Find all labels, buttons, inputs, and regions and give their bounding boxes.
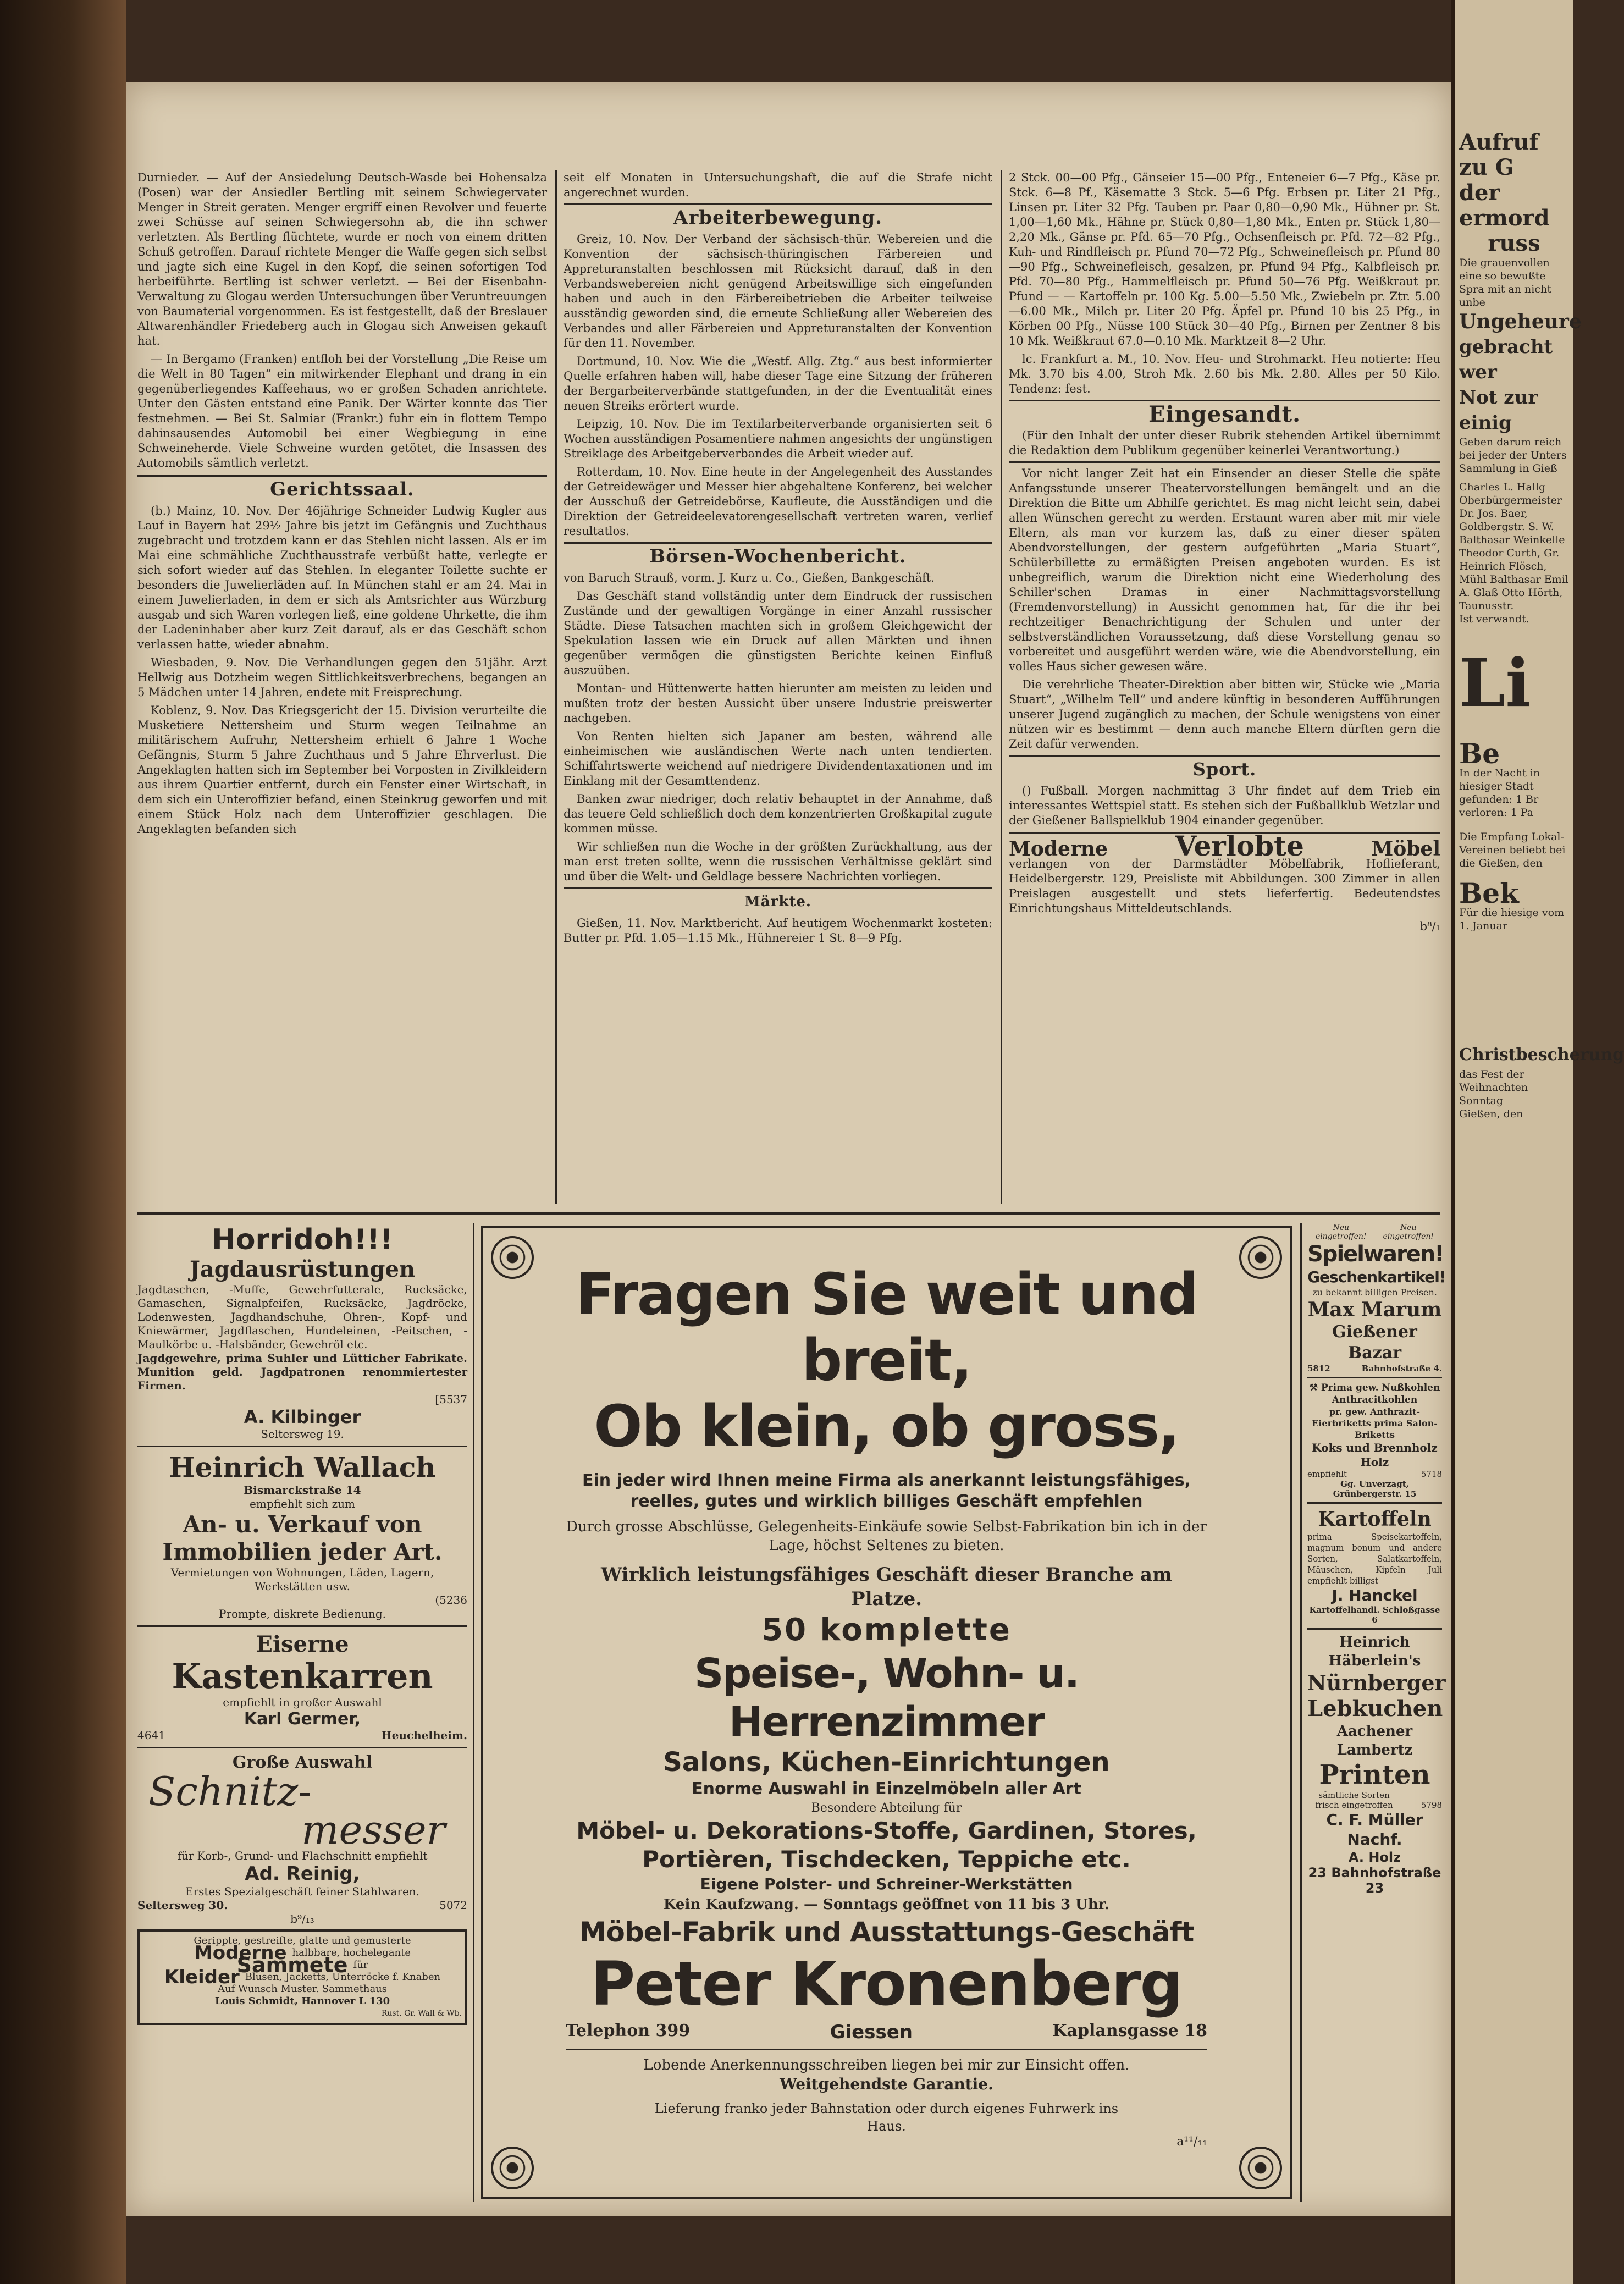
ad-lebkuchen-l5: Printen — [1319, 1759, 1430, 1790]
ad-marum-top-left: Neu eingetroffen! — [1315, 1223, 1367, 1241]
ad-kronenberg-line: Enorme Auswahl in Einzelmöbeln aller Art — [692, 1779, 1081, 1798]
ad-marum-firm2: Gießener Bazar — [1332, 1322, 1417, 1362]
news-paragraph: Wir schließen nun die Woche in der größten Zurückhaltung, aus der man erst treten sollte, wenn die russischen Verhältnisse geklärt sind und über die Welt- und Geldlage bessere Nachrichten vorliegen. — [564, 840, 992, 883]
ad-kronenberg-line: Weitgehendste Garantie. — [780, 2075, 993, 2093]
ad-horridoh-sub: Jagdausrüstungen — [189, 1256, 416, 1282]
ad-kastenkarren — [137, 1631, 467, 1742]
ad-lebkuchen-addr: 23 Bahnhofstraße 23 — [1308, 1865, 1441, 1896]
news-paragraph: 2 Stck. 00—00 Pfg., Gänseier 15—00 Pfg., Enteneier 6—7 Pfg., Käse pr. Stck. 6—8 Pf., Käsematte 3 Stck. 5—6 Pfg. Erbsen pr. Liter 21 Pfg., Linsen pr. Liter 32 Pfg. Tauben pr. Paar 0,80—0,90 Mk., Hühner pr. St. 1,00—1,60 Mk., Hähne pr. Stück 0,80—1,80 Mk., Enten pr. Stück 1,80—2,20 Mk., Gänse pr. Pfd. 65—70 Pfg., Ochsenfleisch pr. Pfd. 72—82 Pfg., Kuh- und Rindfleisch pr. Pfund 70—72 Pfg., Schweinefleisch pr. Pfund 80—90 Pfg., Schweinefleisch, gesalzen, pr. Pfund 94 Pfg., Kalbfleisch pr. Pfd. 70—80 Pfg., Hammelfleisch pr. Pfund 50—76 Pfg. Weißkraut pr. Pfund — — Kartoffeln pr. 100 Kg. 5.00—5.50 Mk., Zwiebeln pr. Ztr. 5.00—6.00 Mk., Milch pr. Liter 20 Pfg. Äpfel pr. Pfund 10 bis 25 Pfg., in Körben 00 Pfg., Nüsse 100 Stück 30—40 Pfg., Birnen per Zentner 8 bis 10 Mk. Weißkraut 67.0—0.10 Mk. Marktzeit 8—2 Uhr. — [1009, 171, 1440, 347]
ad-lebkuchen-firm: C. F. Müller Nachf. — [1326, 1811, 1423, 1849]
ad-marum-firm: Max Marum — [1307, 1298, 1442, 1321]
news-paragraph: Leipzig, 10. Nov. Die im Textilarbeiterverbande organisierten seit 6 Wochen ausständigen Posamentiere nahmen angesichts der ungünstigen Streiklage des Arbeitgeberverbandes die Arbeit wieder auf. — [564, 417, 992, 460]
ad-lebkuchen-owner: A. Holz — [1348, 1850, 1401, 1865]
ad-kartoffeln-addr: Kartoffelhandl. Schloßgasse 6 — [1309, 1605, 1440, 1625]
section-heading-gerichtssaal: Gerichtssaal. — [270, 478, 415, 500]
news-paragraph: Wiesbaden, 9. Nov. Die Verhandlungen gegen den 51jähr. Arzt Hellwig aus Dotzheim wegen Sittlichkeitsverbrechens, begangen an 5 Mädchen unter 14 Jahren, endete mit Freisprechung. — [137, 656, 547, 699]
ad-messer-note: Erstes Spezialgeschäft feiner Stahlwaren. — [185, 1885, 420, 1898]
ad-code: 4641 — [137, 1729, 165, 1742]
ad-kronenberg-headline2: Ob klein, ob gross, — [594, 1393, 1179, 1460]
section-divider — [564, 203, 992, 205]
column-3 — [1009, 170, 1440, 1204]
moebel-ad — [1009, 830, 1440, 934]
facing-text: Gießen, den — [1459, 1108, 1523, 1120]
ad-code: b⁸/₁ — [1419, 920, 1440, 933]
ad-lebkuchen-l2: Nürnberger — [1307, 1670, 1446, 1695]
ad-kastenkarren-top: Eiserne — [256, 1631, 349, 1657]
ad-sammete-line3b: Blusen, Jacketts, Unterröcke f. Knaben — [245, 1971, 441, 1983]
ad-kartoffeln-firm: J. Hanckel — [1332, 1586, 1418, 1604]
ad-sammete-line4: Auf Wunsch Muster. Sammethaus — [217, 1983, 388, 1995]
ad-kronenberg-headline1: Fragen Sie weit und breit, — [575, 1261, 1198, 1394]
ad-kronenberg-line: Kein Kaufzwang. — Sonntags geöffnet von 11 bis 3 Uhr. — [663, 1896, 1110, 1913]
news-paragraph: Durnieder. — Auf der Ansiedelung Deutsch-Wasde bei Hohensalza (Posen) war der Ansiedler Bertling mit seinem Schwiegervater Menger in Streit geraten. Menger ergriff einen Revolver und feuerte zwei Schüsse auf seinen Schwiegersohn ab, die ihn schwer verletzten. Als Bertling flüchtete, wurde er noch von einem dritten Schuß getroffen. Darauf richtete Menger die Waffe gegen sich selbst und jagte sich eine Kugel in den Kopf, die seinen sofortigen Tod herbeiführte. Bertling ist schwer verletzt. — Bei der Eisenbahn-Verwaltung zu Glogau werden Untersuchungen über Veruntreuungen von Baumaterial vorgenommen. Es ist festgestellt, daß der Breslauer Altwarenhändler Friedeberg auch in Glogau sich Anweisen gekauft hat. — [137, 171, 547, 347]
news-paragraph: Die verehrliche Theater-Direktion aber bitten wir, Stücke wie „Maria Stuart“, „Wilhelm Tell“ und andere künftig in besonderen Aufführungen unserer Jugend zugänglich zu machen, der Schule wenigstens von einer nützen wir es bestimmt — denn auch manche Eltern dürften gern die Zeit dafür verwenden. — [1009, 678, 1440, 751]
ad-kronenberg-line: Möbel-Fabrik und Ausstattungs-Geschäft — [579, 1916, 1194, 1948]
ad-kohlen-l2: pr. gew. Anthrazit-Eierbriketts prima Salon-Briketts — [1312, 1406, 1438, 1440]
rosette-icon — [491, 2147, 534, 2189]
section-divider — [1009, 461, 1440, 463]
ad-kartoffeln-big: Kartoffeln — [1318, 1508, 1432, 1531]
ad-sammete-line2: Sammete — [236, 1953, 348, 1977]
ad-marum-top-right: Neu eingetroffen! — [1383, 1223, 1434, 1241]
hammer-icon: ⚒ — [1309, 1382, 1321, 1393]
facing-heading: Li — [1459, 644, 1531, 722]
column-1 — [137, 170, 547, 1204]
ad-kohlen-line — [1307, 1382, 1442, 1406]
section-heading-maerkte: Märkte. — [744, 893, 811, 910]
facing-text: In der Nacht in hiesiger Stadt gefunden: 1 Br verloren: 1 Pa — [1459, 767, 1540, 819]
ad-kastenkarren-big: Kastenkarren — [172, 1656, 433, 1696]
moebel-ad-right: Möbel — [1371, 837, 1440, 860]
facing-text: Geben darum reich bei jeder der Unters Sammlung in Gieß — [1459, 436, 1567, 475]
section-divider — [1009, 755, 1440, 757]
news-paragraph: Montan- und Hüttenwerte hatten hierunter am meisten zu leiden und mußten trotz der besten Aussicht über unsere Industrie preiswerter nachgeben. — [564, 682, 992, 725]
ad-wallach-note: Prompte, diskrete Bedienung. — [219, 1607, 386, 1620]
ad-kronenberg-line: Eigene Polster- und Schreiner-Werkstätten — [700, 1875, 1073, 1893]
facing-heading: gebracht wer — [1459, 336, 1553, 383]
newspaper-page — [126, 82, 1451, 2216]
moebel-ad-left: Moderne — [1009, 837, 1108, 860]
ad-kronenberg-line: Möbel- u. Dekorations-Stoffe, Gardinen, Stores, Portièren, Tischdecken, Teppiche etc. — [576, 1817, 1197, 1873]
rosette-icon — [1239, 1236, 1282, 1279]
facing-text: Die grauenvollen eine so bewußte Spra mit an nicht unbe — [1459, 257, 1551, 308]
ad-sammete-line1b: halbbare, hochelegante — [292, 1947, 411, 1958]
news-paragraph: Koblenz, 9. Nov. Das Kriegsgericht der 15. Division verurteilte die Musketiere Nettersheim und Sturm wegen Teilnahme an militärischem Aufruhr, Nettersheim erhielt 6 Jahre 1 Woche Gefängnis, Sturm 5 Jahre Zuchthaus und 5 Jahre Ehrverlust. Die Angeklagten hatten sich im September bei Vorposten in Zivilkleidern aus ihrem Quartier entfernt, durch ein Fenster einer Wirtschaft, in dem sich ein Unteroffizier befand, einen Steinkrug geworfen und mit einem Stück Holz nach dem Unteroffizier geschlagen. Die Angeklagten befanden sich — [137, 704, 547, 836]
news-paragraph: Banken zwar niedriger, doch relativ behauptet in der Annahme, daß das teuere Geld schließlich doch dem konzentrierten Großkapital zugute kommen müsse. — [564, 792, 992, 835]
ad-marum-big1: Spielwaren! — [1307, 1242, 1444, 1267]
section-divider — [137, 475, 547, 477]
moebel-ad-text: verlangen von der Darmstädter Möbelfabrik, Hoflieferant, Heidelbergerstr. 129, Preisliste mit Abbildungen. 300 Zimmer in allen Preislagen ausgestellt und stets lieferfertig. Bedeutendstes Einrichtungshaus Mitteldeutschlands. — [1009, 857, 1440, 915]
facing-heading: Christbescherung — [1459, 1045, 1624, 1064]
section-heading-eingesandt: Eingesandt. — [1148, 401, 1301, 427]
news-paragraph: Rotterdam, 10. Nov. Eine heute in der Angelegenheit des Ausstandes der Getreidewäger und Messer hier abgehaltene Konferenz, bei welcher der Ausschuß der Getreidebörse, Kaufleute, die Ausständigen und die Direktion der Getreideelevatorengesellschaft vertreten waren, verlief resultatlos. — [564, 465, 992, 538]
ads-right-column — [1307, 1223, 1446, 2202]
ad-kohlen — [1307, 1382, 1442, 1499]
ad-kartoffeln — [1307, 1507, 1442, 1625]
facing-heading: Not zur einig — [1459, 387, 1538, 434]
ad-lebkuchen-l4: Aachener Lambertz — [1336, 1723, 1413, 1758]
ad-kronenberg-addr: Kaplansgasse 18 — [1052, 2021, 1207, 2040]
moebel-ad-center: Verlobte — [1175, 830, 1304, 862]
ad-horridoh — [137, 1223, 467, 1441]
ad-lebkuchen — [1307, 1633, 1446, 1896]
ad-sammete-line1: Moderne — [194, 1942, 287, 1964]
ad-code: a¹¹/₁₁ — [1176, 2135, 1207, 2149]
ad-lebkuchen-l3: Lebkuchen — [1307, 1696, 1443, 1722]
facing-text: das Fest der Weihnachten Sonntag — [1459, 1068, 1528, 1107]
news-paragraph: Greiz, 10. Nov. Der Verband der sächsisch-thür. Webereien und die Konvention der sächsisch-thüringischen Färbereien und Appreturanstalten beschlossen mit Rücksicht darauf, daß in den Verbandswebereien nicht genügend Arbeitswillige sich eingefunden haben und auch in den Färbereibetrieben die Arbeiter teilweise ausständig geworden sind, die erneute Schließung aller Webereien des Verbandes und aller Färbereien und Appreturanstalten der Konvention für den 11. November. — [564, 233, 992, 350]
ad-kronenberg-firm: Peter Kronenberg — [590, 1949, 1183, 2019]
column-2 — [564, 170, 992, 1204]
ad-sammete-line3: Kleider — [164, 1966, 240, 1988]
ad-wallach-intro: empfiehlt sich zum — [250, 1497, 355, 1510]
news-paragraph: Dortmund, 10. Nov. Wie die „Westf. Allg. Ztg.“ aus best informierter Quelle erfahren haben will, habe dieser Tage eine Sitzung der früheren der Bergarbeiterverbände stattgefunden, in der die Eventualität eines neuen Streiks erörtert wurde. — [564, 355, 992, 412]
news-ads-divider — [137, 1212, 1440, 1215]
facing-text: Charles L. Hallg Oberbürgermeister Dr. Jos. Baer, Goldbergstr. S. W. Balthasar Weinkelle Theodor Curth, Gr. Heinrich Flösch, Mühl Balthasar Emil A. Glaß Otto Hörth, Taunusstr. — [1459, 481, 1568, 612]
ads-left-column — [137, 1223, 467, 2202]
column-divider — [555, 170, 557, 1204]
ad-sammete-line2b: für — [353, 1959, 368, 1971]
section-heading-arbeiterbewegung: Arbeiterbewegung. — [673, 207, 882, 229]
editorial-note: (Für den Inhalt der unter dieser Rubrik stehenden Artikel übernimmt die Redaktion dem Publikum gegenüber keinerlei Verantwortung.) — [1009, 429, 1440, 457]
ad-kronenberg-line: Wirklich leistungsfähiges Geschäft dieser Branche am Platze. — [601, 1564, 1172, 1610]
ad-kohlen-l1: Prima gew. Nußkohlen Anthracitkohlen — [1321, 1382, 1440, 1405]
ad-code: 5072 — [439, 1899, 467, 1912]
ad-messer-big1: Schnitz- — [148, 1768, 312, 1814]
facing-heading: Ungeheure — [1459, 310, 1582, 333]
news-paragraph: () Fußball. Morgen nachmittag 3 Uhr findet auf dem Trieb ein interessantes Wettspiel statt. Es stehen sich der Fußballklub Wetzlar und der Gießener Ballspielklub 1904 einander gegenüber. — [1009, 784, 1440, 827]
facing-heading: Bek — [1459, 877, 1519, 909]
facing-heading: Be — [1459, 737, 1500, 770]
ad-kronenberg-line: Lieferung franko jeder Bahnstation oder durch eigenes Fuhrwerk ins Haus. — [654, 2101, 1119, 2134]
facing-page — [1451, 0, 1624, 2284]
ad-code: 5798 — [1421, 1800, 1442, 1810]
rosette-icon — [491, 1236, 534, 1279]
section-divider — [564, 887, 992, 889]
ad-code: 5718 — [1421, 1469, 1442, 1479]
ad-divider — [137, 1625, 467, 1627]
ad-sammete — [137, 1929, 467, 2025]
ad-kastenkarren-firm: Karl Germer, — [244, 1709, 361, 1729]
ad-sammete-top: Gerippte, gestreifte, glatte und gemusterte — [194, 1935, 411, 1946]
rosette-icon — [1239, 2147, 1282, 2189]
section-heading-sport: Sport. — [1192, 759, 1257, 780]
ad-kronenberg-line: Besondere Abteilung für — [811, 1801, 962, 1815]
ad-divider — [137, 1747, 467, 1748]
ad-kronenberg-line: 50 komplette — [761, 1612, 1012, 1648]
ad-kronenberg-line: Durch grosse Abschlüsse, Gelegenheits-Einkäufe sowie Selbst-Fabrikation bin ich in der Lage, höchst Seltenes zu bieten. — [566, 1519, 1207, 1554]
report-source-line: von Baruch Strauß, vorm. J. Kurz u. Co., Gießen, Bankgeschäft. — [564, 571, 935, 584]
ad-kronenberg-line: Speise-, Wohn- u. Herrenzimmer — [694, 1650, 1079, 1746]
ad-kohlen-l3: Koks und Brennholz Holz — [1312, 1441, 1438, 1469]
ad-code: (5236 — [435, 1593, 467, 1607]
ad-divider — [137, 1446, 467, 1447]
column-divider — [1300, 1223, 1302, 2202]
ad-kronenberg-city: Giessen — [830, 2021, 913, 2043]
ad-divider — [1307, 1628, 1442, 1630]
ad-wallach-sub: Vermietungen von Wohnungen, Läden, Lagern, Werkstätten usw. — [170, 1566, 434, 1593]
ad-messer-sub: für Korb-, Grund- und Flachschnitt empfiehlt — [177, 1849, 428, 1862]
ad-code: 5812 — [1307, 1364, 1330, 1373]
column-divider — [1001, 170, 1002, 1204]
section-heading-boersen: Börsen-Wochenbericht. — [649, 545, 907, 567]
facing-text: Die Empfang Lokal-Vereinen beliebt bei die Gießen, den — [1459, 831, 1566, 869]
ad-marum-big2: Geschenkartikel! — [1307, 1268, 1446, 1286]
ad-sammete-firm: Louis Schmidt, Hannover L 130 — [214, 1995, 390, 2007]
news-paragraph: Gießen, 11. Nov. Marktbericht. Auf heutigem Wochenmarkt kosteten: Butter pr. Pfd. 1.05—1.15 Mk., Hühnereier 1 St. 8—9 Pfg. — [564, 917, 992, 945]
ad-wallach — [137, 1452, 467, 1621]
ad-kronenberg-line: Lobende Anerkennungsschreiben liegen bei mir zur Einsicht offen. — [643, 2057, 1130, 2073]
ad-lebkuchen-l1: Heinrich Häberlein's — [1328, 1634, 1421, 1669]
ad-sammete-stamp: Rust. Gr. Wall & Wb. — [381, 2009, 462, 2018]
book-binding — [0, 0, 126, 2284]
ad-wallach-big: An- u. Verkauf von Immobilien jeder Art. — [162, 1511, 443, 1565]
ad-lebkuchen-sub: sämtliche Sorten frisch eingetroffen — [1315, 1790, 1393, 1810]
ad-divider — [566, 2049, 1207, 2050]
ad-messer-big2: messer — [301, 1807, 445, 1853]
ad-horridoh-firm: A. Kilbinger — [244, 1406, 361, 1427]
ad-kastenkarren-sub: empfiehlt in großer Auswahl — [223, 1696, 382, 1709]
ad-kohlen-firm: Gg. Unverzagt, Grünbergerstr. 15 — [1333, 1479, 1417, 1499]
ad-kronenberg-tel: Telephon 399 — [566, 2021, 691, 2040]
ad-wallach-addr: Bismarckstraße 14 — [244, 1483, 361, 1497]
ad-kastenkarren-addr: Heuchelheim. — [381, 1729, 467, 1742]
news-paragraph: lc. Frankfurt a. M., 10. Nov. Heu- und Strohmarkt. Heu notierte: Heu Mk. 3.70 bis 4.00, Stroh Mk. 2.60 bis Mk. 2.80. Alles per 50 Kilo. Tendenz: fest. — [1009, 352, 1440, 395]
ad-kartoffeln-body: prima Speisekartoffeln, magnum bonum und andere Sorten, Salatkartoffeln, Mäuschen, Kipfeln Juli empfiehlt billigst — [1307, 1532, 1442, 1586]
ad-horridoh-body: Jagdtaschen, -Muffe, Gewehrfutterale, Rucksäcke, Gamaschen, Signalpfeifen, Rucksäcke, Jagdröcke, Lodenwesten, Jagdhandschuhe, Ohren-, Kopf- und Kniewärmer, Jagdflaschen, Hundeleinen, -Peitschen, -Maulkörbe u. -Halsbänder, Gewehröl etc. — [137, 1283, 467, 1351]
facing-heading: russ — [1488, 230, 1540, 256]
ad-marum-addr: Bahnhofstraße 4. — [1361, 1364, 1442, 1373]
ad-kronenberg-line: Ein jeder wird Ihnen meine Firma als anerkannt leistungsfähiges, reelles, gutes und wirklich billiges Geschäft empfehlen — [582, 1471, 1191, 1511]
news-paragraph: — In Bergamo (Franken) entfloh bei der Vorstellung „Die Reise um die Welt in 80 Tagen“ ein mitwirkender Elephant und drang in ein gegenüberliegendes Kaffeehaus, wo er großen Schaden anrichtete. Unter den Gästen entstand eine Panik. Der Wärter konnte das Tier festnehmen. — Bei St. Salmiar (Frankr.) fuhr ein in flottem Tempo dahinsausendes Automobil bei einer Wegbiegung in eine Schweineherde. Viele Schweine wurden getötet, die Insassen des Automobils sämtlich verletzt. — [137, 352, 547, 470]
ad-kronenberg-line: Salons, Küchen-Einrichtungen — [663, 1747, 1110, 1778]
ad-messer-addr: Seltersweg 30. — [137, 1899, 228, 1912]
ad-messer-top: Große Auswahl — [232, 1753, 373, 1772]
facing-text: Ist verwandt. — [1459, 613, 1529, 625]
news-paragraph: Das Geschäft stand vollständig unter dem Eindruck der russischen Zustände und der gewaltigen Vorgänge in einer Anzahl russischer Städte. Diese Tatsachen machten sich in großem Gleichgewicht der Spekulation lassen wie ein Druck auf allen Märkten und ihnen gegenüber vermögen die günstigsten Berichte keinen Einfluß auszuüben. — [564, 589, 992, 677]
column-divider — [473, 1223, 474, 2202]
news-paragraph: Vor nicht langer Zeit hat ein Einsender an dieser Stelle die späte Anfangsstunde unserer Theatervorstellungen bemängelt und an die Direktion die Bitte um Abhilfe gerichtet. Es mag nicht leicht sein, dabei allen Wünschen gerecht zu werden. Erstaunt waren aber mit mir viele Eltern, als man vor kurzem las, daß zu einer dieser späten Abendvorstellungen, der gestern aufgeführten „Maria Stuart“, Schülerbillette zu ermäßigten Preisen angeboten wurden. Es ist unbegreiflich, warum die Direktion nicht eine Wiederholung des Schiller'schen Dramas in einer Nachmittagsvorstellung (Fremdenvorstellung) in Aussicht genommen hat, für die ihr bei rechtzeitiger Benachrichtigung der Schulen und unter der selbstverständlichen Voraussetzung, daß diese Vorstellung genau so vorbereitet und ausgeführt werden wäre, wie die Abendvorstellung, ein volles Haus sicher gewesen wäre. — [1009, 467, 1440, 673]
ad-messer-firm: Ad. Reinig, — [245, 1863, 360, 1885]
ad-marum-sub: zu bekannt billigen Preisen. — [1312, 1287, 1437, 1298]
ad-kohlen-sub: empfiehlt — [1307, 1469, 1347, 1479]
news-paragraph: (b.) Mainz, 10. Nov. Der 46jährige Schneider Ludwig Kugler aus Lauf in Bayern hat 29½ Jahre bis jetzt im Gefängnis und Zuchthaus zugebracht und trotzdem kann er das Stehlen nicht lassen. Als er im Mai eine schmähliche Zuchthausstrafe verbüßt hatte, verlegte er sich sofort wieder auf das Stehlen. In eleganter Toilette suchte er besonders die Juwelierläden auf. In München stahl er am 24. Mai in einem Juwelierladen, in dem er sich als Amtsrichter aus Würzburg ausgab und sich Waren vorlegen ließ, eine goldene Uhrkette, die ihm der Ladeninhaber aber kurz Zeit darauf, als er das Geschäft schon verlassen hatte, wieder abnahm. — [137, 504, 547, 651]
ad-wallach-name: Heinrich Wallach — [169, 1451, 436, 1483]
ad-kronenberg — [481, 1226, 1292, 2199]
facing-text: Für die hiesige vom 1. Januar — [1459, 907, 1565, 932]
ad-marum — [1307, 1223, 1446, 1373]
ad-messer — [137, 1753, 467, 1926]
ad-horridoh-body2: Jagdgewehre, prima Suhler und Lütticher Fabrikate. Munition geld. Jagdpatronen renommiertester Firmen. — [137, 1351, 467, 1392]
ad-horridoh-addr: Seltersweg 19. — [261, 1427, 344, 1441]
news-paragraph: seit elf Monaten in Untersuchungshaft, die auf die Strafe nicht angerechnet wurden. — [564, 171, 992, 199]
news-paragraph: Von Renten hielten sich Japaner am besten, während alle einheimischen wie ausländischen Werte nach unten tendierten. Schiffahrtswerte weichend auf niedrigere Dividendentaxationen und im Einklang mit der Gesamttendenz. — [564, 730, 992, 787]
facing-heading: der ermord — [1459, 180, 1550, 231]
facing-heading: Aufruf zu G — [1459, 129, 1539, 180]
section-divider — [564, 542, 992, 544]
ad-horridoh-title: Horridoh!!! — [212, 1223, 393, 1256]
ad-divider — [1307, 1502, 1442, 1504]
ad-code: [5537 — [435, 1393, 467, 1406]
ad-code: b⁹/₁₃ — [290, 1912, 314, 1926]
ad-divider — [1307, 1377, 1442, 1378]
